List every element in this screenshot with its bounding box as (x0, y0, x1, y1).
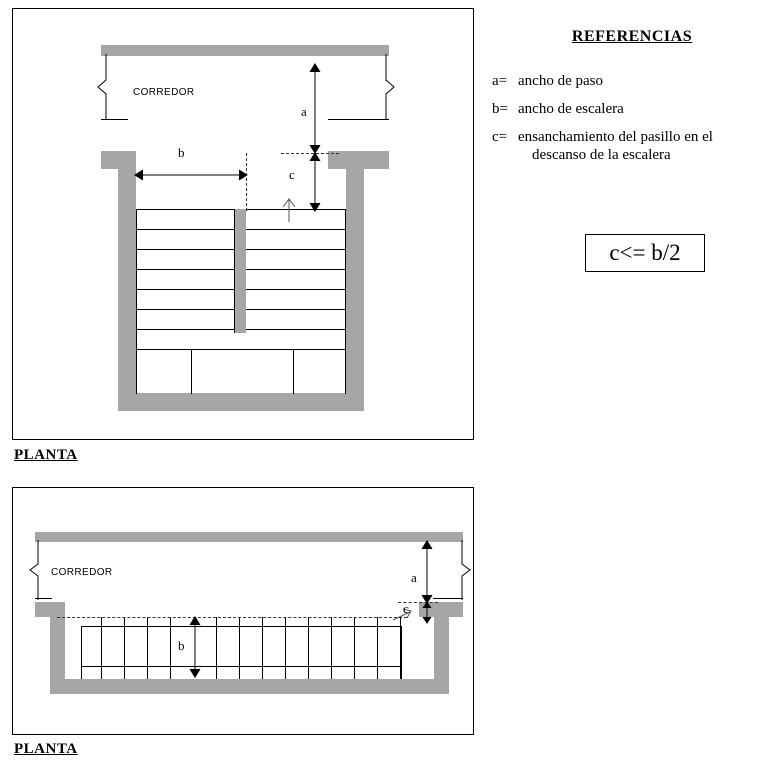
break-symbol-right (381, 54, 397, 122)
corridor-top-wall (101, 45, 389, 56)
stair-interior-line-left (136, 209, 137, 394)
stair-interior-left-line-b (81, 626, 82, 679)
dimension-c-arrow-top (307, 151, 323, 213)
tread-line-b (308, 617, 309, 679)
dimension-a-arrow-top (307, 61, 323, 156)
break-symbol-left-bottom (27, 540, 41, 602)
reference-key: a= (492, 73, 508, 89)
stair-direction-arrow-b (391, 608, 413, 624)
tread-line-b (170, 617, 171, 679)
reference-item (492, 72, 772, 91)
plan-view-top-panel (12, 8, 474, 440)
reference-item (492, 128, 772, 147)
tread-line-b (101, 617, 102, 679)
tread-line-b (400, 617, 401, 679)
dimension-b-label-top: b (178, 145, 185, 160)
stair-interior-right-line-b (401, 626, 402, 679)
stair-wall-right (346, 151, 364, 411)
dimension-b-label-bottom: b (178, 638, 185, 653)
corridor-top-wall-bottom (35, 532, 463, 542)
reference-item (492, 100, 772, 119)
dimension-a-label-top: a (301, 104, 307, 119)
dimension-b-extension-line (246, 153, 247, 211)
dimension-c-label-bottom: c (403, 601, 409, 616)
references-title: REFERENCIAS (571, 28, 693, 45)
caption-bottom: PLANTA (14, 741, 78, 757)
dimension-b-arrow-top (131, 167, 251, 183)
tread-line (136, 349, 346, 350)
stair-central-stringer (235, 209, 246, 333)
landing-dashed-line-b (57, 617, 407, 618)
corridor-bottom-edge-right (328, 119, 389, 120)
tread-line-b (147, 617, 148, 679)
reference-text-continuation: descanso de la escalera (532, 147, 671, 164)
stair-wall-left (118, 151, 136, 411)
tread-line-b (285, 617, 286, 679)
stair-interior-top-line-b (81, 626, 401, 627)
stringer-edge-line (234, 209, 235, 333)
dimension-c-label-top: c (289, 167, 295, 182)
formula-box (585, 234, 705, 272)
tread-line-b (331, 617, 332, 679)
stair-wall-bottom (118, 393, 364, 411)
break-symbol-right-bottom (457, 540, 473, 602)
stair-interior-bottom-line-b (81, 666, 401, 667)
reference-text: ensanchamiento del pasillo en el (518, 128, 713, 145)
stair-interior-line-right (345, 209, 346, 394)
tread-line-b (377, 617, 378, 679)
dimension-a-arrow-bottom (419, 538, 435, 606)
tread-line-b (216, 617, 217, 679)
references-block (492, 28, 772, 165)
stair-direction-arrow (279, 197, 299, 223)
dimension-b-arrow-bottom (187, 614, 203, 680)
corridor-label-bottom: CORREDOR (51, 567, 113, 578)
tread-line-b (354, 617, 355, 679)
plan-view-bottom-panel (12, 487, 474, 735)
break-symbol-left (95, 54, 109, 122)
reference-text: ancho de paso (518, 73, 603, 89)
landing-line-left (191, 349, 192, 394)
formula-text: c<= b/2 (609, 240, 681, 265)
caption-top: PLANTA (14, 447, 78, 463)
landing-line-right (293, 349, 294, 394)
stair-wall-bottom-bottom (50, 679, 449, 694)
dimension-c-arrow-bottom (419, 600, 435, 626)
reference-key: b= (492, 100, 508, 117)
dimension-a-label-bottom: a (411, 570, 417, 585)
reference-text: ancho de escalera (518, 100, 624, 117)
tread-line-b (239, 617, 240, 679)
reference-key: c= (492, 128, 508, 145)
tread-line-b (124, 617, 125, 679)
tread-line-b (262, 617, 263, 679)
corridor-label-top: CORREDOR (133, 87, 195, 98)
